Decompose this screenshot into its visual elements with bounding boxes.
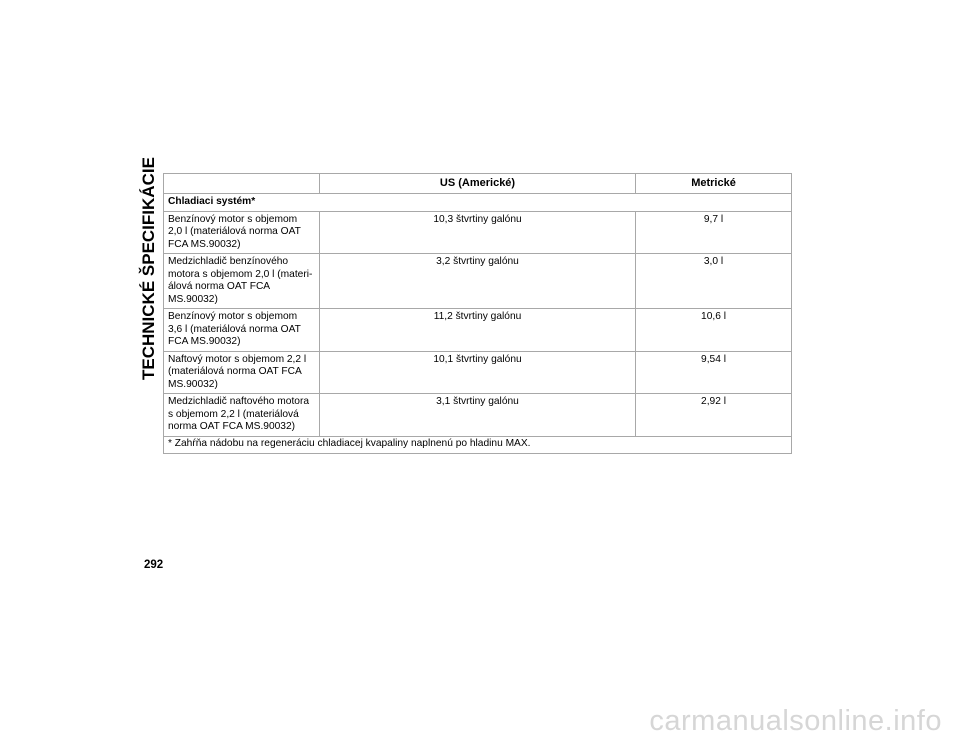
row-us-value: 10,1 štvrtiny galónu bbox=[319, 351, 635, 394]
table-row bbox=[164, 351, 792, 394]
footnote-row bbox=[164, 436, 792, 454]
header-us: US (Americké) bbox=[319, 174, 635, 194]
section-row bbox=[164, 194, 792, 212]
header-metric: Metrické bbox=[636, 174, 792, 194]
footnote: * Zahŕňa nádobu na regeneráciu chladiacej kvapaliny naplnenú po hladinu MAX. bbox=[164, 436, 792, 454]
row-metric-value: 2,92 l bbox=[636, 394, 792, 437]
page-number: 292 bbox=[144, 559, 164, 571]
row-label: Benzínový motor s objemom 2,0 l (materiálová norma OAT FCA MS.90032) bbox=[164, 211, 320, 254]
row-label: Medzichladič naftového motora s objemom 2,2 l (materiálová norma OAT FCA MS.90032) bbox=[164, 394, 320, 437]
watermark: carmanualsonline.info bbox=[649, 705, 942, 737]
row-metric-value: 10,6 l bbox=[636, 309, 792, 352]
header-label bbox=[164, 174, 320, 194]
row-us-value: 10,3 štvrtiny galónu bbox=[319, 211, 635, 254]
row-us-value: 11,2 štvrtiny galónu bbox=[319, 309, 635, 352]
side-section-title bbox=[139, 157, 159, 380]
row-label: Benzínový motor s objemom 3,6 l (materiálová norma OAT FCA MS.90032) bbox=[164, 309, 320, 352]
table-header-row bbox=[164, 174, 792, 194]
side-section-title-text: TECHNICKÉ ŠPECIFIKÁCIE bbox=[139, 157, 158, 380]
row-metric-value: 9,7 l bbox=[636, 211, 792, 254]
table-row bbox=[164, 394, 792, 437]
row-metric-value: 9,54 l bbox=[636, 351, 792, 394]
row-label: Medzichladič benzínového motora s objemom 2,0 l (materi- álová norma OAT FCA MS.90032) bbox=[164, 254, 320, 309]
table-row bbox=[164, 254, 792, 309]
row-metric-value: 3,0 l bbox=[636, 254, 792, 309]
row-us-value: 3,1 štvrtiny galónu bbox=[319, 394, 635, 437]
coolant-capacity-table bbox=[163, 173, 792, 454]
section-title: Chladiaci systém* bbox=[164, 194, 792, 212]
row-us-value: 3,2 štvrtiny galónu bbox=[319, 254, 635, 309]
row-label: Naftový motor s objemom 2,2 l (materiálová norma OAT FCA MS.90032) bbox=[164, 351, 320, 394]
table-row bbox=[164, 211, 792, 254]
table-row bbox=[164, 309, 792, 352]
